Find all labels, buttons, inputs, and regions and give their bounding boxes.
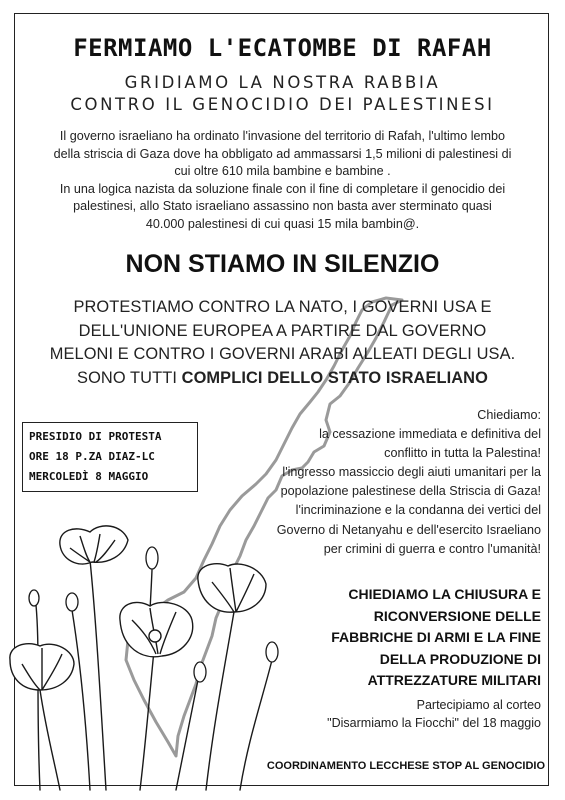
organizer-signature: COORDINAMENTO LECCHESE STOP AL GENOCIDIO xyxy=(266,760,545,772)
presidio-line: ORE 18 P.ZA DIAZ-LC xyxy=(29,450,155,463)
poster-subtitle xyxy=(0,72,565,116)
demand-line: popolazione palestinese della Striscia di Gaza! xyxy=(280,484,541,499)
demands-list xyxy=(215,406,541,559)
poster-title: FERMIAMO L'ECATOMBE DI RAFAH xyxy=(73,34,492,62)
demand-line: per crimini di guerra e contro l'umanità! xyxy=(323,541,541,556)
protest-statement xyxy=(40,296,525,390)
demand-line: l'incriminazione e la condanna dei vertici del xyxy=(295,503,541,518)
subtitle-line: CONTRO IL GENOCIDIO DEI PALESTINESI xyxy=(70,95,495,114)
intro-line: cui oltre 610 mila bambine e bambine . xyxy=(174,164,391,178)
protest-line: DELL'UNIONE EUROPEA A PARTIRE DAL GOVERNO xyxy=(78,321,487,340)
presidio-line: PRESIDIO DI PROTESTA xyxy=(29,430,162,443)
closure-demand xyxy=(290,584,541,692)
poppy-flower-1 xyxy=(60,526,128,564)
demand-line: la cessazione immediata e definitiva del xyxy=(319,427,541,442)
demand-line: l'ingresso massiccio degli aiuti umanitari per la xyxy=(282,465,541,480)
closure-line: FABBRICHE DI ARMI E LA FINE xyxy=(331,629,541,645)
closure-line: ATTREZZATURE MILITARI xyxy=(367,672,541,688)
intro-line: della striscia di Gaza dove ha obbligato ad ammassarsi 1,5 milioni di palestinesi di xyxy=(53,146,512,161)
poppy-flower-4 xyxy=(10,644,74,690)
headline: NON STIAMO IN SILENZIO xyxy=(125,250,440,278)
intro-line: 40.000 palestinesi di cui quasi 15 mila bambin@. xyxy=(145,216,420,231)
corteo-line: Partecipiamo al corteo xyxy=(416,698,541,712)
demands-heading: Chiediamo: xyxy=(477,408,541,422)
demand-line: conflitto in tutta la Palestina! xyxy=(384,446,541,461)
corteo-invite xyxy=(240,697,541,732)
poppy-bud-5 xyxy=(266,642,278,662)
intro-line: Il governo israeliano ha ordinato l'invasione del territorio di Rafah, l'ultimo lembo xyxy=(59,129,506,143)
poppy-flower-3 xyxy=(198,564,266,613)
poppy-bud-4 xyxy=(194,662,206,682)
closure-line: CHIEDIAMO LA CHIUSURA E xyxy=(348,586,541,602)
closure-line: DELLA PRODUZIONE DI xyxy=(379,650,541,667)
protest-line-emphasis: COMPLICI DELLO STATO ISRAELIANO xyxy=(181,368,488,387)
presidio-line: MERCOLEDÌ 8 MAGGIO xyxy=(29,470,149,483)
poppy-bud-1 xyxy=(146,547,158,569)
poppy-bud-2 xyxy=(66,593,78,611)
corteo-line: "Disarmiamo la Fiocchi" del 18 maggio xyxy=(327,715,541,730)
poppy-bud-3 xyxy=(29,590,39,606)
intro-line: palestinesi, allo Stato israeliano assassino non basta aver sterminato quasi xyxy=(73,199,492,213)
intro-line: In una logica nazista da soluzione finale con il fine di completare il genocidio dei xyxy=(59,181,506,196)
poppy-flower-2 xyxy=(120,602,193,656)
protest-line xyxy=(40,367,525,391)
presidio-box xyxy=(22,422,198,492)
intro-paragraph xyxy=(26,128,539,233)
closure-line: RICONVERSIONE DELLE xyxy=(373,607,541,624)
protest-line: MELONI E CONTRO I GOVERNI ARABI ALLEATI DEGLI USA. xyxy=(49,345,516,363)
demand-line: Governo di Netanyahu e dell'esercito Israeliano xyxy=(276,522,541,537)
protest-line: PROTESTIAMO CONTRO LA NATO, I GOVERNI USA E xyxy=(73,298,492,316)
subtitle-line: GRIDIAMO LA NOSTRA RABBIA xyxy=(124,73,441,92)
protest-line-prefix: SONO TUTTI xyxy=(77,368,182,387)
